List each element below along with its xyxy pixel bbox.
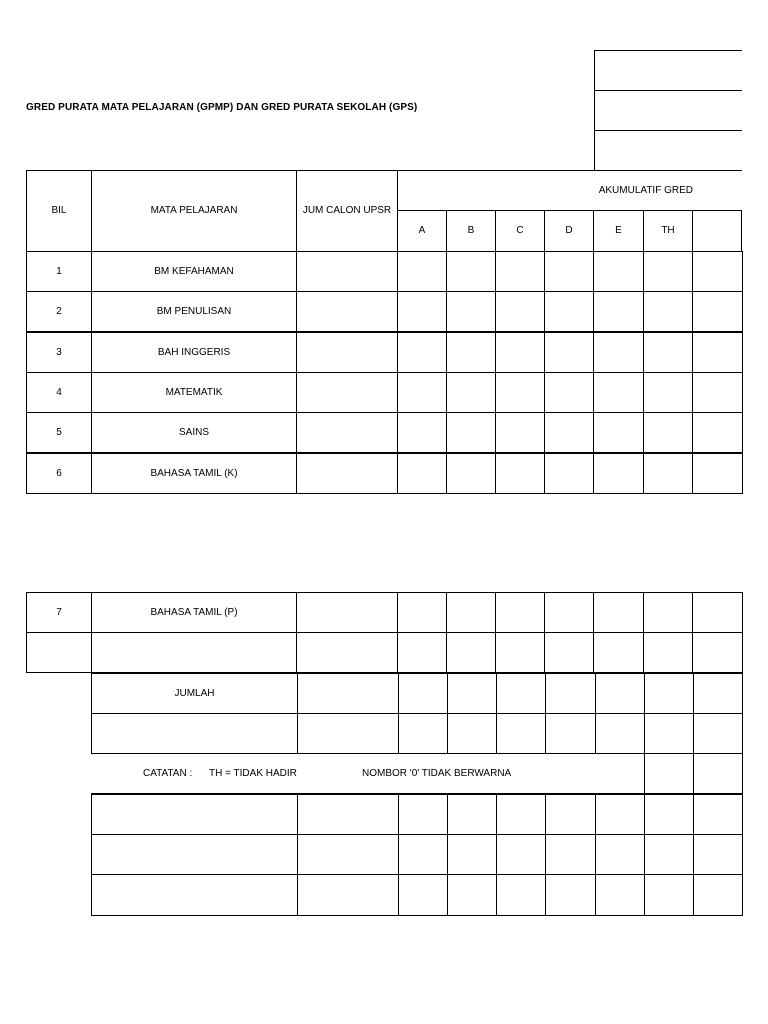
row-grade-cell: [544, 453, 594, 494]
row-grade-cell: [397, 332, 447, 373]
header-grade-b: B: [446, 210, 496, 252]
row-grade-cell: [446, 291, 496, 332]
row-grade-cell: [643, 453, 693, 494]
summary-cell: [693, 834, 743, 875]
summary-cell: [545, 794, 596, 835]
header-bil: BIL: [26, 170, 92, 252]
row-grade-cell: [446, 412, 496, 453]
summary-cell: [644, 834, 694, 875]
summary-cell: [398, 673, 448, 714]
summary-cell: [447, 834, 497, 875]
row-grade-cell: [397, 412, 447, 453]
summary-cell: [595, 673, 645, 714]
row-grade-cell: [593, 332, 644, 373]
summary-cell: [496, 673, 546, 714]
row-subject: BAHASA TAMIL (P): [91, 592, 297, 633]
row-grade-cell: [544, 372, 594, 413]
header-grade-c: C: [495, 210, 545, 252]
summary-cell: [693, 794, 743, 835]
row-grade-cell: [692, 632, 743, 673]
catatan-th-note: TH = TIDAK HADIR: [209, 768, 297, 779]
summary-cell: [297, 713, 399, 754]
row-grade-cell: [495, 592, 545, 633]
row-grade-cell: [397, 453, 447, 494]
row-subject: [91, 632, 297, 673]
header-grade-e: E: [593, 210, 644, 252]
row-subject: BAH INGGERIS: [91, 332, 297, 373]
row-grade-cell: [495, 453, 545, 494]
row-grade-cell: [495, 291, 545, 332]
row-jum-calon-cell: [296, 412, 398, 453]
summary-cell: [398, 713, 448, 754]
row-bil: 5: [26, 412, 92, 453]
row-grade-cell: [593, 592, 644, 633]
summary-label-cell: JUMLAH: [91, 673, 298, 714]
row-subject: BM KEFAHAMAN: [91, 251, 297, 292]
row-grade-cell: [446, 332, 496, 373]
row-grade-cell: [692, 412, 743, 453]
catatan-nombor-note: NOMBOR '0' TIDAK BERWARNA: [362, 768, 512, 779]
row-bil: 6: [26, 453, 92, 494]
row-grade-cell: [446, 453, 496, 494]
summary-cell: [545, 834, 596, 875]
row-jum-calon-cell: [296, 251, 398, 292]
page-title: GRED PURATA MATA PELAJARAN (GPMP) DAN GRED PURATA SEKOLAH (GPS): [26, 102, 418, 113]
row-grade-cell: [593, 372, 644, 413]
row-grade-cell: [544, 412, 594, 453]
row-bil: [26, 632, 92, 673]
header-grade-blank: [692, 210, 742, 252]
row-grade-cell: [643, 592, 693, 633]
summary-label-cell: [91, 834, 298, 875]
row-subject: BM PENULISAN: [91, 291, 297, 332]
header-jum-calon: JUM CALON UPSR: [296, 170, 398, 252]
summary-cell: [644, 713, 694, 754]
summary-cell: [693, 713, 743, 754]
row-grade-cell: [495, 251, 545, 292]
row-grade-cell: [593, 412, 644, 453]
row-grade-cell: [692, 372, 743, 413]
header-grade-a: A: [397, 210, 447, 252]
row-grade-cell: [397, 251, 447, 292]
summary-cell: [447, 874, 497, 916]
header-grade-d: D: [544, 210, 594, 252]
row-grade-cell: [544, 592, 594, 633]
summary-cell: [644, 794, 694, 835]
row-grade-cell: [544, 332, 594, 373]
summary-cell: [693, 874, 743, 916]
catatan-label: CATATAN :: [143, 768, 193, 779]
row-grade-cell: [495, 332, 545, 373]
summary-cell: [447, 673, 497, 714]
header-grade-th: TH: [643, 210, 693, 252]
summary-cell: [595, 874, 645, 916]
row-jum-calon-cell: [296, 332, 398, 373]
row-grade-cell: [495, 412, 545, 453]
row-jum-calon-cell: [296, 372, 398, 413]
row-grade-cell: [643, 251, 693, 292]
row-grade-cell: [643, 332, 693, 373]
row-jum-calon-cell: [296, 453, 398, 494]
row-grade-cell: [446, 251, 496, 292]
summary-cell: [447, 713, 497, 754]
top-right-box-divider: [594, 130, 742, 131]
row-bil: 2: [26, 291, 92, 332]
row-jum-calon-cell: [296, 592, 398, 633]
header-mata-pelajaran: MATA PELAJARAN: [91, 170, 297, 252]
row-grade-cell: [495, 372, 545, 413]
summary-cell: [496, 794, 546, 835]
row-grade-cell: [397, 592, 447, 633]
row-jum-calon-cell: [296, 632, 398, 673]
row-bil: 7: [26, 592, 92, 633]
summary-cell: [496, 834, 546, 875]
row-grade-cell: [692, 453, 743, 494]
row-bil: 3: [26, 332, 92, 373]
summary-cell: [644, 874, 694, 916]
summary-cell: [398, 794, 448, 835]
summary-cell: [545, 874, 596, 916]
row-jum-calon-cell: [296, 291, 398, 332]
summary-cell: [595, 794, 645, 835]
row-bil: 4: [26, 372, 92, 413]
row-grade-cell: [544, 291, 594, 332]
top-right-box: [594, 50, 742, 171]
row-grade-cell: [544, 632, 594, 673]
row-grade-cell: [397, 291, 447, 332]
summary-cell: [693, 753, 743, 794]
summary-cell: [297, 834, 399, 875]
row-subject: MATEMATIK: [91, 372, 297, 413]
summary-cell: [496, 713, 546, 754]
row-grade-cell: [495, 632, 545, 673]
summary-label-cell: [91, 713, 298, 754]
summary-cell: [595, 713, 645, 754]
header-akumulatif-gred: AKUMULATIF GRED: [397, 170, 742, 211]
summary-cell: [398, 834, 448, 875]
summary-cell: [595, 834, 645, 875]
row-grade-cell: [593, 632, 644, 673]
summary-cell: [297, 673, 399, 714]
summary-cell: [693, 673, 743, 714]
summary-label-cell: [91, 874, 298, 916]
row-grade-cell: [593, 291, 644, 332]
row-grade-cell: [692, 332, 743, 373]
row-bil: 1: [26, 251, 92, 292]
summary-cell: [644, 753, 694, 794]
row-grade-cell: [643, 372, 693, 413]
summary-label-cell: [91, 794, 298, 835]
row-grade-cell: [643, 632, 693, 673]
row-grade-cell: [692, 291, 743, 332]
row-grade-cell: [446, 372, 496, 413]
row-grade-cell: [446, 592, 496, 633]
summary-cell: [447, 794, 497, 835]
summary-cell: [644, 673, 694, 714]
row-grade-cell: [593, 251, 644, 292]
row-grade-cell: [643, 412, 693, 453]
row-grade-cell: [446, 632, 496, 673]
summary-cell: [496, 874, 546, 916]
row-grade-cell: [593, 453, 644, 494]
summary-cell: [297, 794, 399, 835]
row-grade-cell: [692, 251, 743, 292]
row-subject: BAHASA TAMIL (K): [91, 453, 297, 494]
row-grade-cell: [544, 251, 594, 292]
row-grade-cell: [692, 592, 743, 633]
top-right-box-divider: [594, 90, 742, 91]
row-grade-cell: [397, 372, 447, 413]
row-grade-cell: [397, 632, 447, 673]
summary-cell: [545, 673, 596, 714]
summary-cell: [297, 874, 399, 916]
summary-cell: [545, 713, 596, 754]
summary-cell: [398, 874, 448, 916]
row-subject: SAINS: [91, 412, 297, 453]
row-grade-cell: [643, 291, 693, 332]
